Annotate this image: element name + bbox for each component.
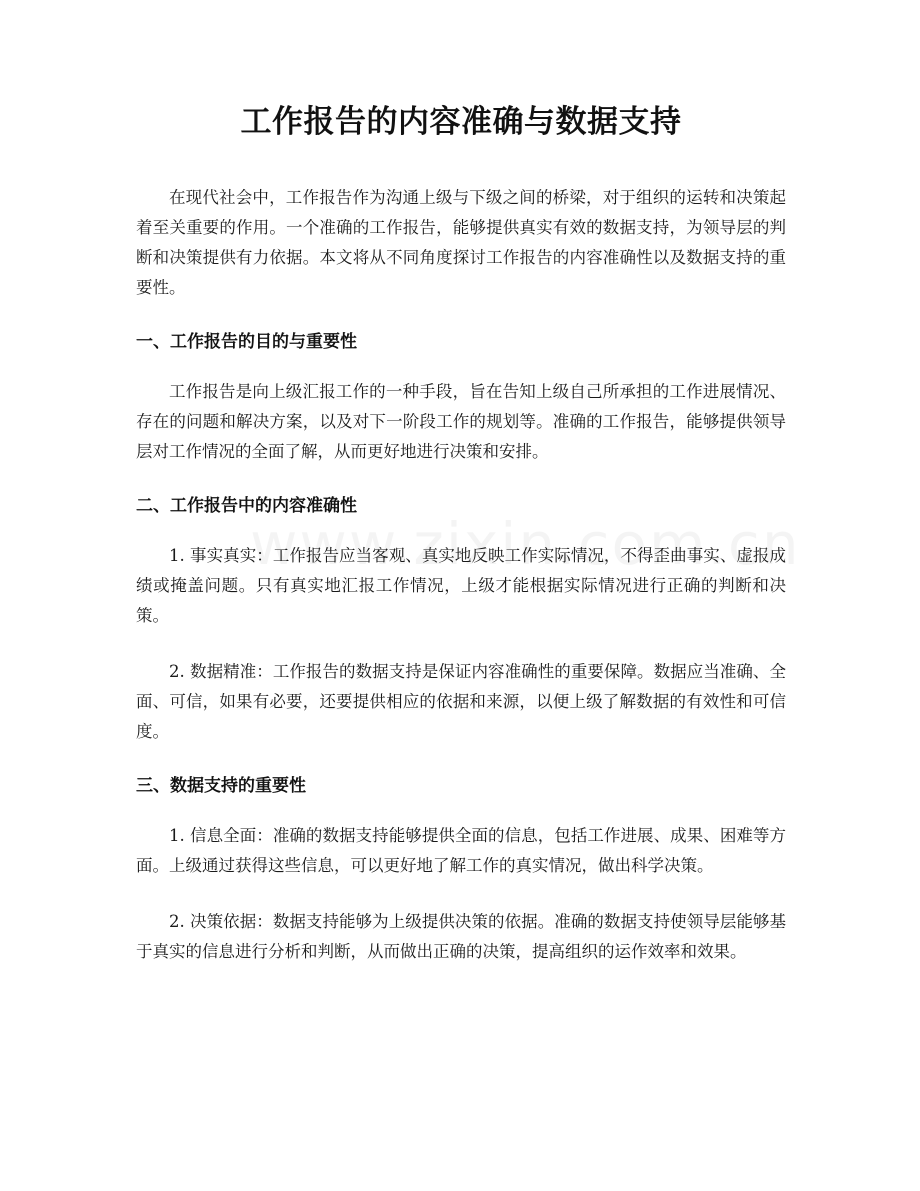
section-heading-2: 二、工作报告中的内容准确性 [136,496,357,517]
section-2-paragraph-1: 1. 事实真实：工作报告应当客观、真实地反映工作实际情况，不得歪曲事实、虚报成绩或掩盖问题。只有真实地汇报工作情况，上级才能根据实际情况进行正确的判断和决策。 [136,546,786,626]
section-heading-1: 一、工作报告的目的与重要性 [136,332,357,353]
section-2-paragraph-2: 2. 数据精准：工作报告的数据支持是保证内容准确性的重要保障。数据应当准确、全面、可信，如果有必要，还要提供相应的依据和来源，以便上级了解数据的有效性和可信度。 [136,662,786,742]
section-3-paragraph-2: 2. 决策依据：数据支持能够为上级提供决策的依据。准确的数据支持使领导层能够基于真实的信息进行分析和判断，从而做出正确的决策，提高组织的运作效率和效果。 [136,912,786,962]
section-1-paragraph-1: 工作报告是向上级汇报工作的一种手段，旨在告知上级自己所承担的工作进展情况、存在的问题和解决方案，以及对下一阶段工作的规划等。准确的工作报告，能够提供领导层对工作情况的全面了解，从而更好地进行决策和安排。 [136,382,786,462]
section-heading-3: 三、数据支持的重要性 [136,776,306,797]
section-3-paragraph-1: 1. 信息全面：准确的数据支持能够提供全面的信息，包括工作进展、成果、困难等方面。上级通过获得这些信息，可以更好地了解工作的真实情况，做出科学决策。 [136,826,786,876]
intro-paragraph: 在现代社会中，工作报告作为沟通上级与下级之间的桥梁，对于组织的运转和决策起着至关重要的作用。一个准确的工作报告，能够提供真实有效的数据支持，为领导层的判断和决策提供有力依据。本文将从不同角度探讨工作报告的内容准确性以及数据支持的重要性。 [136,188,786,298]
document-title: 工作报告的内容准确与数据支持 [240,104,682,140]
